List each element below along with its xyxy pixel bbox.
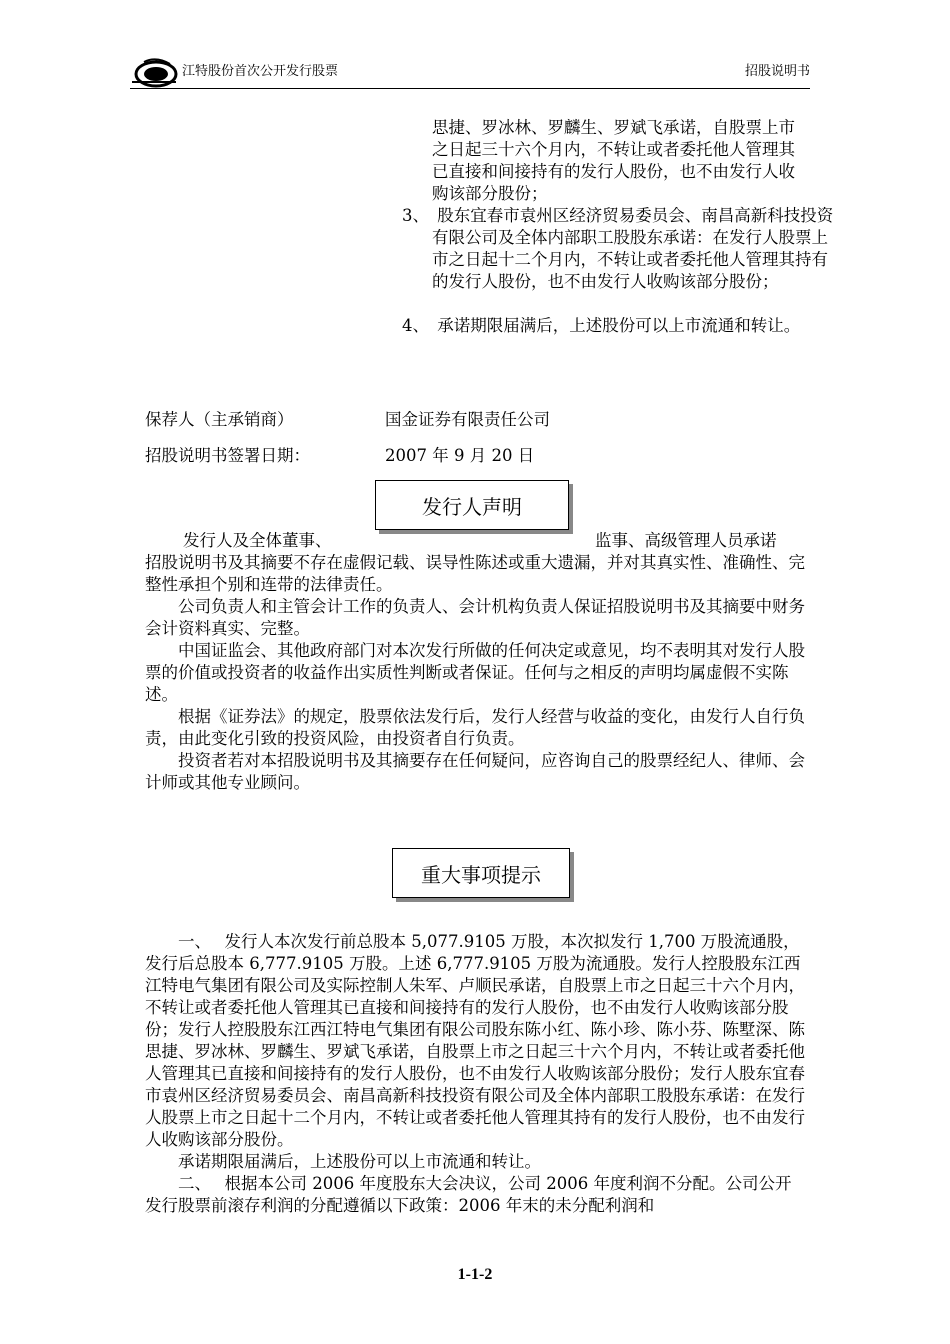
sign-date-label: 招股说明书签署日期： <box>145 446 310 465</box>
issuer-p2: 公司负责人和主管会计工作的负责人、会计机构负责人保证招股说明书及其摘要中财务会计资料真实、完整。 <box>145 597 805 638</box>
issuer-p3: 中国证监会、其他政府部门对本次发行所做的任何决定或意见，均不表明其对发行人股票的价值或投资者的收益作出实质性判断或者保证。任何与之相反的声明均属虚假不实陈述。 <box>145 641 805 704</box>
major-matters-title: 重大事项提示 <box>392 848 570 898</box>
issuer-p5: 投资者若对本招股说明书及其摘要存在任何疑问，应咨询自己的股票经纪人、律师、会计师或其他专业顾问。 <box>145 751 805 792</box>
page-header <box>130 48 810 88</box>
header-doc-type: 招股说明书 <box>744 64 810 79</box>
issuer-p1-mid: 监事、高级管理人员承诺 <box>595 531 777 550</box>
header-company-title: 江特股份首次公开发行股票 <box>182 64 339 79</box>
major-item-1: 一、 发行人本次发行前总股本 5,077.9105 万股，本次拟发行 1,700 万股流通股，发行后总股本 6,777.9105 万股。上述 6,777.9105 万股为流通股。发行人控股股东江西江特电气集团有限公司及实际控制人朱军、卢顺民承诺，自股票上市之日起三十六个月内，不转让或者委托他人管理其已直接和间接持有的发行人股份，也不由发行人收购该部分股份；发行人控股股东江西江特电气集团有限公司股东陈小红、陈小珍、陈小芬、陈墅深、陈思捷、罗冰林、罗麟生、罗斌飞承诺，自股票上市之日起三十六个月内，不转让或者委托他人管理其已直接和间接持有的发行人股份，也不由发行人收购该部分股份；发行人股东宜春市袁州区经济贸易委员会、南昌高新科技投资有限公司及全体内部职工股股东承诺：在发行人股票上市之日起十二个月内，不转让或者委托他人管理其持有的发行人股份，也不由发行人收购该部分股份。 <box>145 932 805 1149</box>
issuer-p4: 根据《证券法》的规定，股票依法发行后，发行人经营与收益的变化，由发行人自行负责，由此变化引致的投资风险，由投资者自行负责。 <box>145 707 805 748</box>
sponsor-value: 国金证券有限责任公司 <box>385 410 550 429</box>
header-rule <box>130 88 810 89</box>
lockup-item-3: 3、 股东宜春市袁州区经济贸易委员会、南昌高新科技投资有限公司及全体内部职工股股东承诺：在发行人股票上市之日起十二个月内，不转让或者委托他人管理其持有的发行人股份，也不由发行人收购该部分股份； <box>402 206 834 291</box>
major-item-1-tail: 承诺期限届满后，上述股份可以上市流通和转让。 <box>178 1152 541 1171</box>
sign-date-value: 2007 年 9 月 20 日 <box>385 446 535 465</box>
major-item-2: 二、 根据本公司 2006 年度股东大会决议，公司 2006 年度利润不分配。公司公开发行股票前滚存利润的分配遵循以下政策：2006 年末的未分配利润和 <box>145 1174 792 1215</box>
issuer-p1-start: 发行人及全体董事、 <box>183 531 332 550</box>
lockup-item-2-tail: 思捷、罗冰林、罗麟生、罗斌飞承诺，自股票上市之日起三十六个月内，不转让或者委托他人管理其已直接和间接持有的发行人股份，也不由发行人收购该部分股份； <box>432 118 795 203</box>
page-number: 1-1-2 <box>457 1266 493 1283</box>
sponsor-label: 保荐人（主承销商） <box>145 410 294 429</box>
lockup-item-4: 4、 承诺期限届满后，上述股份可以上市流通和转让。 <box>402 316 801 335</box>
company-logo-icon <box>130 56 178 88</box>
issuer-statement-title: 发行人声明 <box>375 480 569 530</box>
issuer-p1-rest: 招股说明书及其摘要不存在虚假记载、误导性陈述或重大遗漏，并对其真实性、准确性、完整性承担个别和连带的法律责任。 <box>145 553 805 594</box>
